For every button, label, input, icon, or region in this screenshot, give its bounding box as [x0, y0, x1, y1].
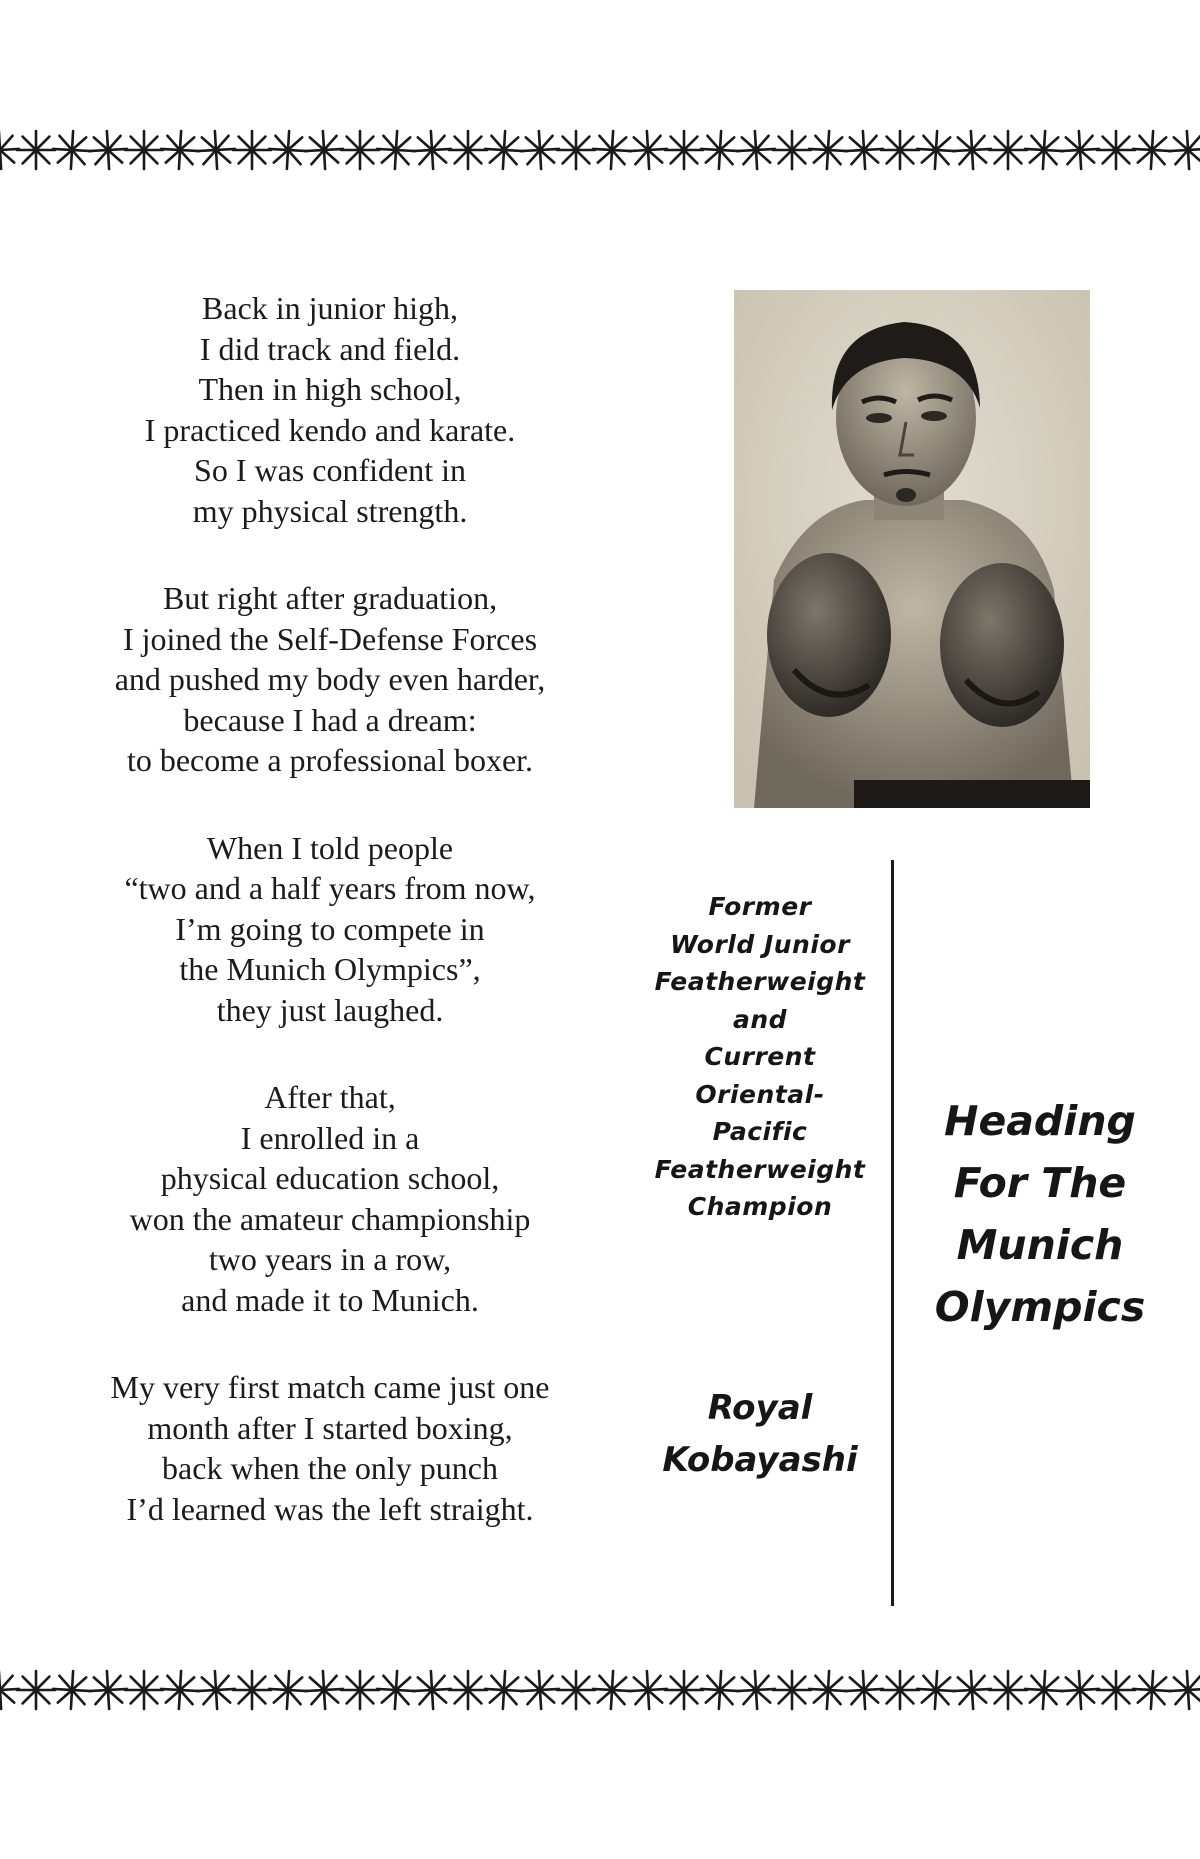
- poem-line: Back in junior high,: [202, 290, 458, 326]
- asterisk-icon: [125, 131, 163, 169]
- poem-line: When I told people: [206, 829, 454, 866]
- asterisk-icon: [305, 131, 343, 169]
- asterisk-icon: [557, 131, 595, 169]
- asterisk-icon: [593, 1671, 631, 1709]
- poem-line: month after I started boxing,: [147, 1409, 513, 1446]
- asterisk-icon: [989, 131, 1027, 169]
- heading-line: Heading: [944, 1097, 1136, 1145]
- asterisk-icon: [269, 131, 307, 169]
- asterisk-icon: [557, 1671, 595, 1709]
- poem-line: Then in high school,: [198, 371, 462, 407]
- asterisk-icon: [773, 131, 811, 169]
- asterisk-icon: [89, 1671, 127, 1709]
- heading-line: Olympics: [934, 1283, 1146, 1331]
- asterisk-icon: [161, 1671, 199, 1709]
- boxer-name: [640, 1382, 880, 1486]
- asterisk-icon: [485, 1671, 523, 1709]
- asterisk-icon: [845, 1671, 883, 1709]
- asterisk-icon: [665, 1671, 703, 1709]
- poem-line: my physical strength.: [192, 492, 468, 529]
- asterisk-icon: [341, 131, 379, 169]
- asterisk-icon: [233, 131, 271, 169]
- bottom-star-border: [0, 1660, 1200, 1720]
- heading-line: For The: [953, 1159, 1127, 1207]
- poem-line: two years in a row,: [208, 1241, 452, 1277]
- poem-stanza: [40, 288, 620, 531]
- poem-line: So I was confident in: [194, 452, 466, 488]
- asterisk-icon: [197, 1671, 235, 1709]
- subtitle-line: Champion: [687, 1192, 833, 1221]
- asterisk-icon: [1169, 131, 1200, 169]
- asterisk-icon: [737, 1671, 775, 1709]
- asterisk-icon: [881, 1671, 919, 1709]
- asterisk-icon: [629, 131, 667, 169]
- subtitle-line: and: [732, 1004, 788, 1034]
- subtitle-line: Current: [704, 1042, 816, 1071]
- poem-line: After that,: [264, 1079, 396, 1115]
- asterisk-icon: [53, 131, 91, 169]
- asterisk-icon: [377, 131, 415, 169]
- asterisk-icon: [701, 1671, 739, 1709]
- poem-line: I enrolled in a: [240, 1119, 420, 1156]
- poem-line: I practiced kendo and karate.: [144, 411, 516, 448]
- poem-stanza: [40, 578, 620, 781]
- poem-line: My very first match came just one: [110, 1369, 550, 1405]
- poem-line: they just laughed.: [216, 991, 444, 1028]
- asterisk-icon: [341, 1671, 379, 1709]
- asterisk-icon: [305, 1671, 343, 1709]
- poem-line: won the amateur championship: [129, 1200, 531, 1237]
- poem-line: because I had a dream:: [183, 701, 477, 738]
- subtitle-line: Former: [708, 892, 812, 921]
- asterisk-icon: [161, 131, 199, 169]
- asterisk-icon: [521, 1671, 559, 1709]
- asterisk-icon: [1025, 131, 1063, 169]
- asterisk-icon: [485, 131, 523, 169]
- poem-line: the Munich Olympics”,: [179, 951, 481, 987]
- asterisk-icon: [773, 1671, 811, 1709]
- asterisk-icon: [1133, 131, 1171, 169]
- subtitle-line: Pacific: [712, 1117, 808, 1146]
- poem-line: back when the only punch: [162, 1450, 498, 1486]
- page-heading: [920, 1090, 1160, 1338]
- subtitle-line: Featherweight: [654, 1154, 866, 1184]
- asterisk-icon: [449, 131, 487, 169]
- asterisk-icon: [197, 131, 235, 169]
- asterisk-icon: [377, 1671, 415, 1709]
- poem-text: [40, 288, 620, 1576]
- asterisk-icon: [845, 131, 883, 169]
- asterisk-icon: [953, 131, 991, 169]
- asterisk-icon: [809, 1671, 847, 1709]
- top-star-border: [0, 120, 1200, 180]
- poem-stanza: [40, 1367, 620, 1529]
- asterisk-icon: [1061, 1671, 1099, 1709]
- poem-line: and pushed my body even harder,: [114, 661, 546, 697]
- poem-line: But right after graduation,: [162, 580, 498, 616]
- poem-line: I joined the Self-Defense Forces: [122, 620, 538, 657]
- asterisk-icon: [629, 1671, 667, 1709]
- asterisk-icon: [809, 131, 847, 169]
- poem-line: to become a professional boxer.: [126, 742, 534, 778]
- poem-line: I’m going to compete in: [175, 910, 485, 947]
- asterisk-icon: [881, 131, 919, 169]
- champion-subtitle: [640, 888, 880, 1226]
- name-line: Royal: [707, 1388, 813, 1428]
- subtitle-line: Featherweight: [654, 967, 866, 996]
- asterisk-icon: [17, 131, 55, 169]
- asterisk-icon: [413, 1671, 451, 1709]
- asterisk-icon: [917, 131, 955, 169]
- asterisk-icon: [521, 131, 559, 169]
- boxer-photo: [734, 290, 1090, 808]
- poem-line: and made it to Munich.: [181, 1281, 479, 1318]
- poem-stanza: [40, 828, 620, 1031]
- asterisk-icon: [89, 131, 127, 169]
- asterisk-icon: [1133, 1671, 1171, 1709]
- name-line: Kobayashi: [662, 1440, 858, 1480]
- asterisk-icon: [1097, 131, 1135, 169]
- asterisk-icon: [1169, 1671, 1200, 1709]
- asterisk-icon: [917, 1671, 955, 1709]
- asterisk-icon: [17, 1671, 55, 1709]
- poem-line: I did track and field.: [199, 330, 461, 367]
- heading-line: Munich: [956, 1221, 1124, 1269]
- asterisk-icon: [233, 1671, 271, 1709]
- vertical-divider: [891, 860, 894, 1606]
- asterisk-icon: [737, 131, 775, 169]
- asterisk-icon: [665, 131, 703, 169]
- poem-line: I’d learned was the left straight.: [126, 1490, 534, 1527]
- subtitle-line: World Junior: [670, 929, 850, 959]
- asterisk-icon: [53, 1671, 91, 1709]
- poem-line: physical education school,: [160, 1160, 500, 1196]
- asterisk-icon: [701, 131, 739, 169]
- asterisk-icon: [1025, 1671, 1063, 1709]
- asterisk-icon: [413, 131, 451, 169]
- asterisk-icon: [449, 1671, 487, 1709]
- asterisk-icon: [125, 1671, 163, 1709]
- asterisk-icon: [269, 1671, 307, 1709]
- asterisk-icon: [1097, 1671, 1135, 1709]
- asterisk-icon: [1061, 131, 1099, 169]
- poem-line: “two and a half years from now,: [124, 870, 536, 906]
- asterisk-icon: [593, 131, 631, 169]
- subtitle-line: Oriental-: [695, 1079, 825, 1109]
- asterisk-icon: [989, 1671, 1027, 1709]
- asterisk-icon: [953, 1671, 991, 1709]
- poem-stanza: [40, 1077, 620, 1320]
